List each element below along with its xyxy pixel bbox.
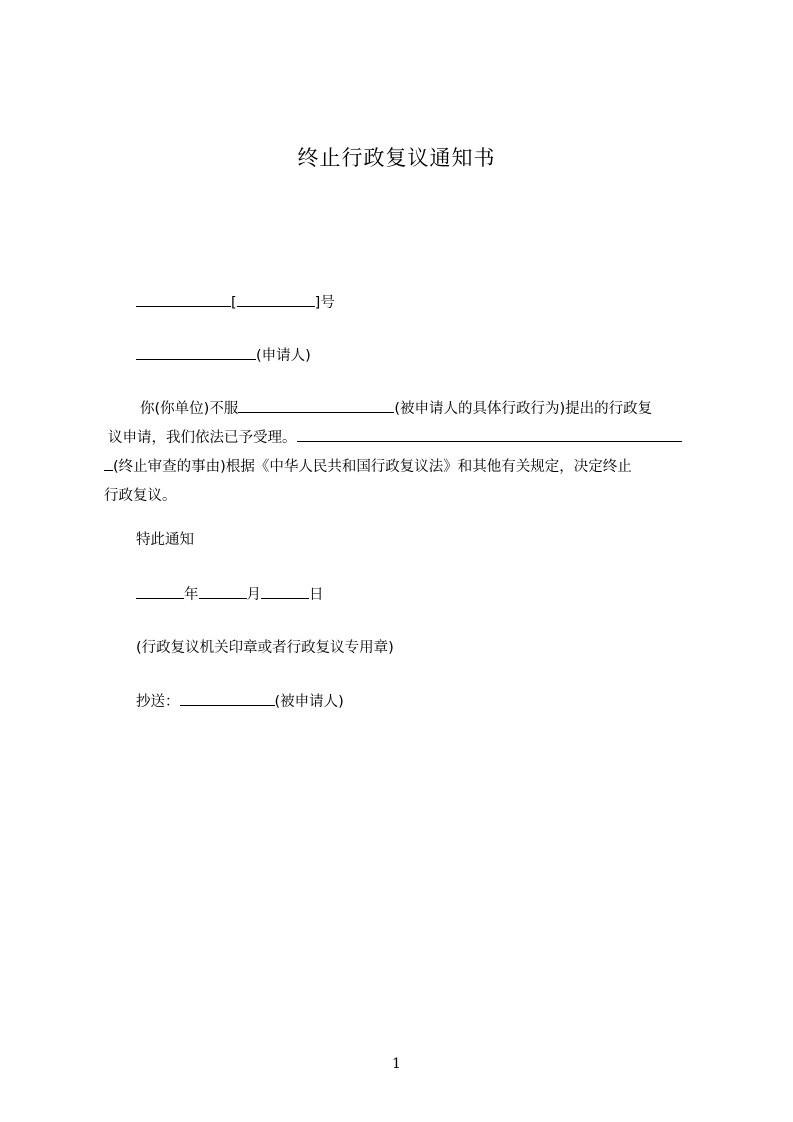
applicant-suffix: (申请人) [256, 348, 311, 364]
cc-blank [180, 690, 275, 706]
seal-text: (行政复议机关印章或者行政复议专用章) [136, 640, 394, 656]
body-line-4: 行政复议。 [104, 488, 177, 504]
body-line1-suffix: (被申请人的具体行政行为)提出的行政复 [394, 401, 653, 417]
year-label: 年 [184, 587, 199, 603]
year-blank [136, 583, 184, 599]
body-line-3 [104, 453, 700, 482]
cc-label: 抄送： [136, 694, 180, 710]
day-label: 日 [309, 587, 324, 603]
body-line2-prefix: 议申请，我们依法已予受理。 [108, 430, 297, 446]
body-paragraph [104, 395, 700, 511]
cc-suffix: (被申请人) [274, 694, 344, 710]
document-title: 终止行政复议通知书 [297, 146, 496, 170]
body-line1-prefix: 你(你单位)不服 [140, 401, 239, 417]
doc-number-bracket-close: ]号 [314, 295, 335, 311]
doc-number-line [136, 291, 335, 313]
body-line-2 [104, 424, 700, 453]
doc-number-bracket-open: [ [231, 295, 237, 311]
date-line [136, 583, 324, 605]
reason-blank-1 [297, 426, 682, 442]
doc-number-blank [237, 291, 315, 307]
month-label: 月 [246, 587, 261, 603]
notice-text: 特此通知 [136, 532, 194, 548]
body-line-1 [104, 395, 700, 424]
applicant-blank [136, 344, 256, 360]
cc-line [136, 690, 344, 712]
month-blank [199, 583, 247, 599]
reason-blank-2 [104, 455, 113, 471]
respondent-action-blank [238, 397, 394, 413]
day-blank [261, 583, 309, 599]
doc-prefix-blank [136, 291, 231, 307]
applicant-line [136, 344, 311, 366]
page-number: 1 [392, 1056, 401, 1072]
body-line3-suffix: (终止审查的事由)根据《中华人民共和国行政复议法》和其他有关规定，决定终止 [113, 459, 632, 475]
